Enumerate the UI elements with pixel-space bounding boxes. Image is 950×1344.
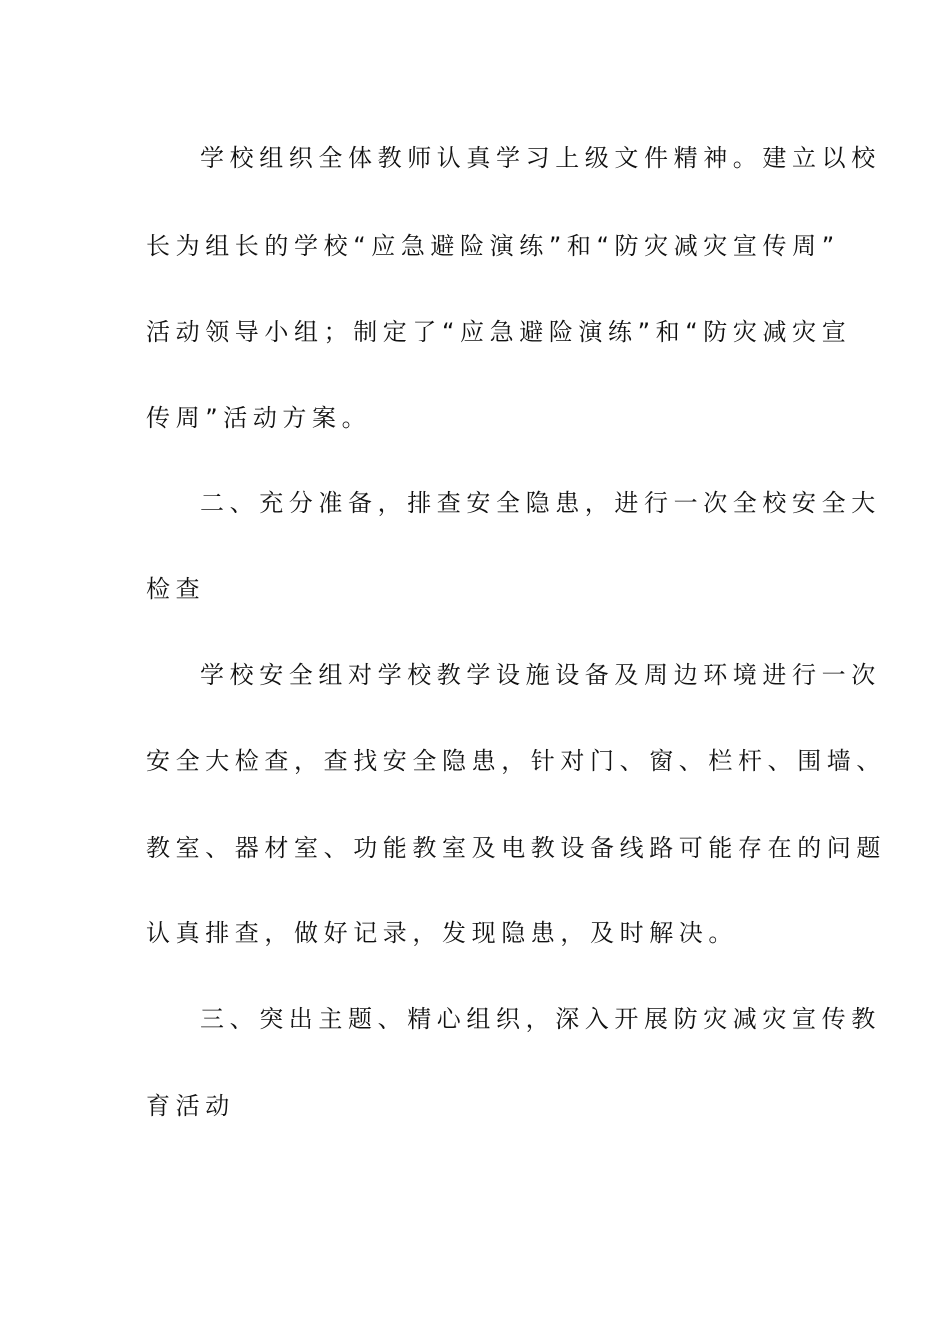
section-heading-2-line-1: 二、充分准备，排查安全隐患，进行一次全校安全大: [200, 489, 881, 517]
paragraph-1-line-3: 活动领导小组；制定了“应急避险演练”和“防灾减灾宣: [146, 318, 852, 346]
paragraph-2-line-2: 安全大检查，查找安全隐患，针对门、窗、栏杆、围墙、: [146, 747, 886, 775]
paragraph-1-line-4: 传周”活动方案。: [146, 404, 372, 432]
paragraph-2-line-3: 教室、器材室、功能教室及电教设备线路可能存在的问题: [146, 834, 886, 862]
paragraph-2-line-1: 学校安全组对学校教学设施设备及周边环境进行一次: [200, 661, 881, 689]
section-heading-3-line-2: 育活动: [146, 1092, 235, 1120]
paragraph-1-line-1: 学校组织全体教师认真学习上级文件精神。建立以校: [200, 144, 881, 172]
section-heading-2-line-2: 检查: [146, 575, 206, 603]
paragraph-1-line-2: 长为组长的学校“应急避险演练”和“防灾减灾宣传周”: [146, 232, 840, 260]
paragraph-2-line-4: 认真排查，做好记录，发现隐患，及时解决。: [146, 919, 738, 947]
section-heading-3-line-1: 三、突出主题、精心组织，深入开展防灾减灾宣传教: [200, 1005, 881, 1033]
